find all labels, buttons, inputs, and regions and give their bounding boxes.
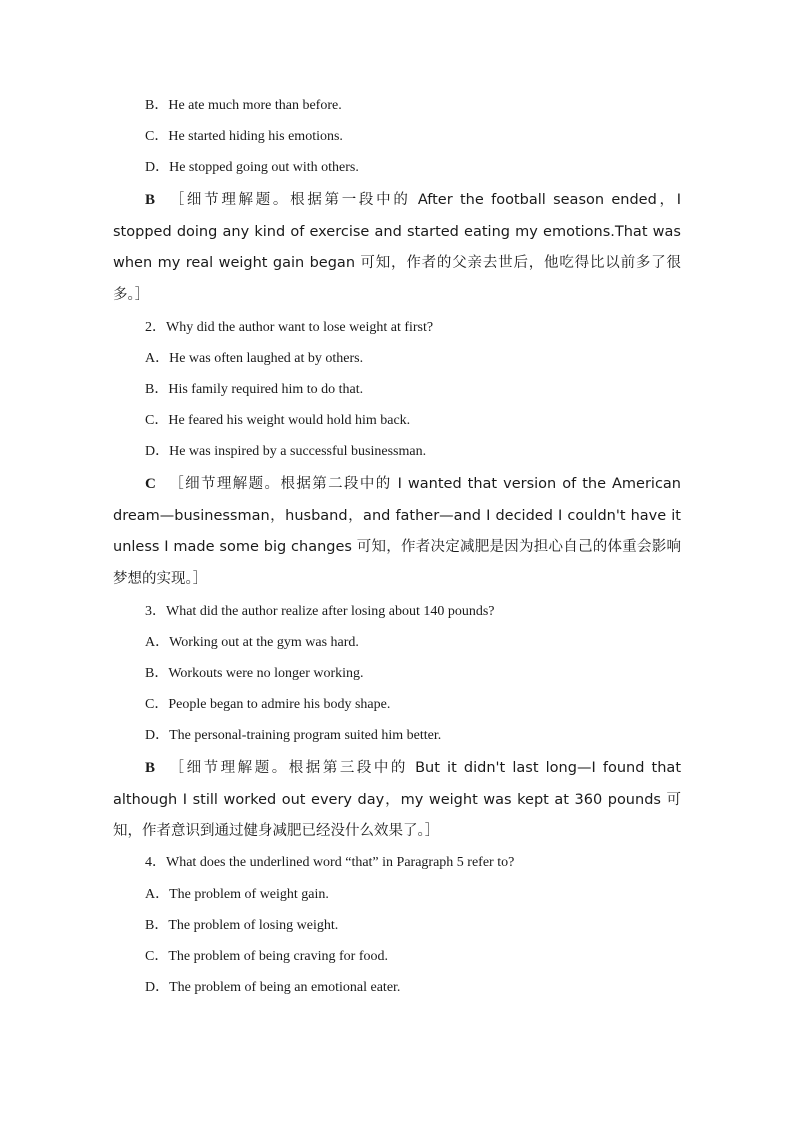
answer-letter: C xyxy=(145,476,156,492)
q4-option-d: D．The problem of being an emotional eater. xyxy=(145,980,401,995)
q3-option-d: D．The personal-training program suited him better. xyxy=(145,728,442,743)
explanation-text: ［细节理解题。根据第三段中的 But it didn't last long—I found that although I still worked out every day，my weight was kept at 360 pounds 可知，作者意识到通过健身减肥已经没什么效果了。］ xyxy=(113,760,681,839)
q2-option-a: A．He was often laughed at by others. xyxy=(145,351,364,366)
q3-option-c: C．People began to admire his body shape. xyxy=(145,697,391,712)
q2-answer-explanation xyxy=(113,469,681,595)
q1-option-c: C．He started hiding his emotions. xyxy=(145,129,343,144)
q1-answer-explanation xyxy=(113,185,681,311)
explanation-text: ［细节理解题。根据第二段中的 I wanted that version of the American dream—businessman，husband，and father—and I decided I couldn't have it unless I made some big changes 可知，作者决定减肥是因为担心自己的体重会影响梦想的实现。］ xyxy=(113,476,681,587)
q3-answer-explanation xyxy=(113,753,681,848)
q1-option-d: D．He stopped going out with others. xyxy=(145,160,359,175)
q2-option-b: B．His family required him to do that. xyxy=(145,382,364,397)
question-2: 2．Why did the author want to lose weight at first? xyxy=(145,320,434,335)
q3-option-b: B．Workouts were no longer working. xyxy=(145,666,364,681)
q4-option-c: C．The problem of being craving for food. xyxy=(145,949,388,964)
q4-option-b: B．The problem of losing weight. xyxy=(145,918,339,933)
answer-letter: B xyxy=(145,192,156,208)
explanation-text: ［细节理解题。根据第一段中的 After the football season ended，I stopped doing any kind of exercise and started eating my emotions.That was when my real weight gain began 可知，作者的父亲去世后，他吃得比以前多了很多。］ xyxy=(113,192,681,303)
answer-letter: B xyxy=(145,760,156,776)
question-4: 4．What does the underlined word “that” in Paragraph 5 refer to? xyxy=(145,855,515,870)
q1-option-b: B．He ate much more than before. xyxy=(145,98,342,113)
q4-option-a: A．The problem of weight gain. xyxy=(145,887,329,902)
q2-option-d: D．He was inspired by a successful businessman. xyxy=(145,444,427,459)
q2-option-c: C．He feared his weight would hold him back. xyxy=(145,413,411,428)
question-3: 3．What did the author realize after losing about 140 pounds? xyxy=(145,604,495,619)
q3-option-a: A．Working out at the gym was hard. xyxy=(145,635,359,650)
